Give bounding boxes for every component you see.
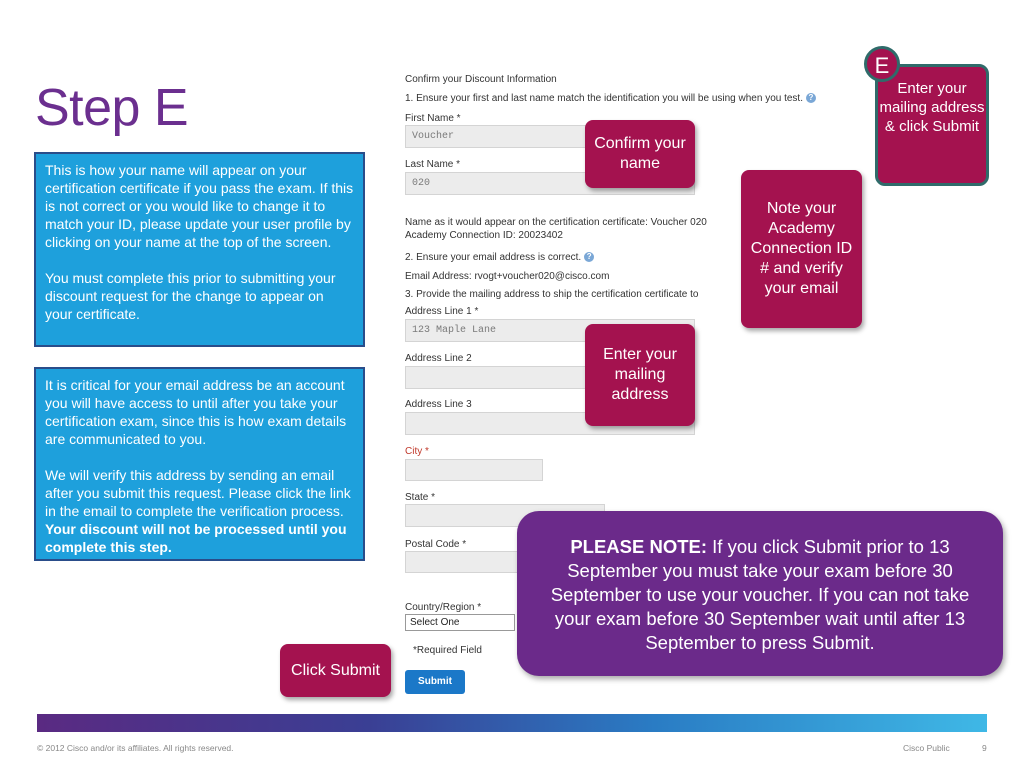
address1-label: Address Line 1 *	[405, 306, 479, 317]
email-text: Email Address: rvogt+voucher020@cisco.com	[405, 271, 610, 282]
country-select[interactable]	[405, 614, 515, 631]
email-info-para-2	[45, 466, 354, 556]
form-step-3: 3. Provide the mailing address to ship the certification certificate to	[405, 289, 699, 300]
form-heading: Confirm your Discount Information	[405, 74, 557, 85]
step-e-badge: E	[864, 46, 900, 82]
callout-note-academy-id: Note your Academy Connection ID # and verify your email	[741, 170, 862, 328]
last-name-input[interactable]: 020	[405, 172, 695, 195]
address1-input[interactable]: 123 Maple Lane	[405, 319, 695, 342]
form-step-2	[405, 252, 594, 263]
page-number: 9	[982, 743, 987, 753]
last-name-label: Last Name *	[405, 159, 461, 170]
name-info-para-1: This is how your name will appear on your certification certificate if you pass the exam. If this is not correct or you would like to change it to match your ID, please update your user profile by clicking on your name at the top of the screen.	[45, 162, 354, 250]
required-field-note: *Required Field	[413, 645, 482, 656]
callout-confirm-name: Confirm your name	[585, 120, 695, 188]
address3-label: Address Line 3	[405, 399, 472, 410]
academy-id-text: Academy Connection ID: 20023402	[405, 230, 563, 241]
form-step-1	[405, 93, 816, 104]
state-label: State *	[405, 492, 436, 503]
postal-code-label: Postal Code *	[405, 539, 467, 550]
email-info-para-1: It is critical for your email address be an account you will have access to until after you take your certification exam, since this is how exam details are communicated to you.	[45, 377, 347, 447]
footer-classification: Cisco Public	[903, 743, 950, 753]
first-name-input[interactable]: Voucher	[405, 125, 595, 148]
country-select-value: Select One	[410, 617, 460, 628]
please-note-heading: PLEASE NOTE:	[570, 536, 708, 557]
footer-gradient-bar	[37, 714, 987, 732]
name-info-para-2: You must complete this prior to submitting your discount request for the change to appear on your certificate.	[45, 270, 336, 322]
city-input[interactable]	[405, 459, 543, 481]
help-icon[interactable]: ?	[584, 252, 594, 262]
country-label: Country/Region *	[405, 602, 482, 613]
please-note-box	[517, 511, 1003, 676]
email-info-box	[34, 367, 365, 561]
callout-step-e: Enter your mailing address & click Submit	[875, 64, 989, 186]
submit-button[interactable]: Submit	[405, 670, 465, 694]
help-icon[interactable]: ?	[806, 93, 816, 103]
city-label: City *	[405, 446, 429, 457]
slide-title: Step E	[35, 79, 189, 137]
first-name-label: First Name *	[405, 113, 461, 124]
email-info-para-2-text: We will verify this address by sending an email after you submit this request. Please click the link in the email to complete the verification process.	[45, 467, 351, 519]
name-info-box	[34, 152, 365, 347]
form-step-2-text: 2. Ensure your email address is correct.	[405, 252, 582, 263]
email-info-warning: Your discount will not be processed until you complete this step.	[45, 521, 347, 555]
cert-name-text: Name as it would appear on the certification certificate: Voucher 020	[405, 217, 707, 228]
callout-click-submit: Click Submit	[280, 644, 391, 697]
please-note-text: If you click Submit prior to 13 September you must take your exam before 30 September to use your voucher. If you can not take your exam before 30 September wait until after 13 September to press Submit.	[550, 536, 970, 653]
footer-copyright: © 2012 Cisco and/or its affiliates. All rights reserved.	[37, 743, 234, 753]
address2-label: Address Line 2	[405, 353, 472, 364]
callout-enter-mailing: Enter your mailing address	[585, 324, 695, 426]
form-step-1-text: 1. Ensure your first and last name match the identification you will be using when you test.	[405, 93, 803, 104]
